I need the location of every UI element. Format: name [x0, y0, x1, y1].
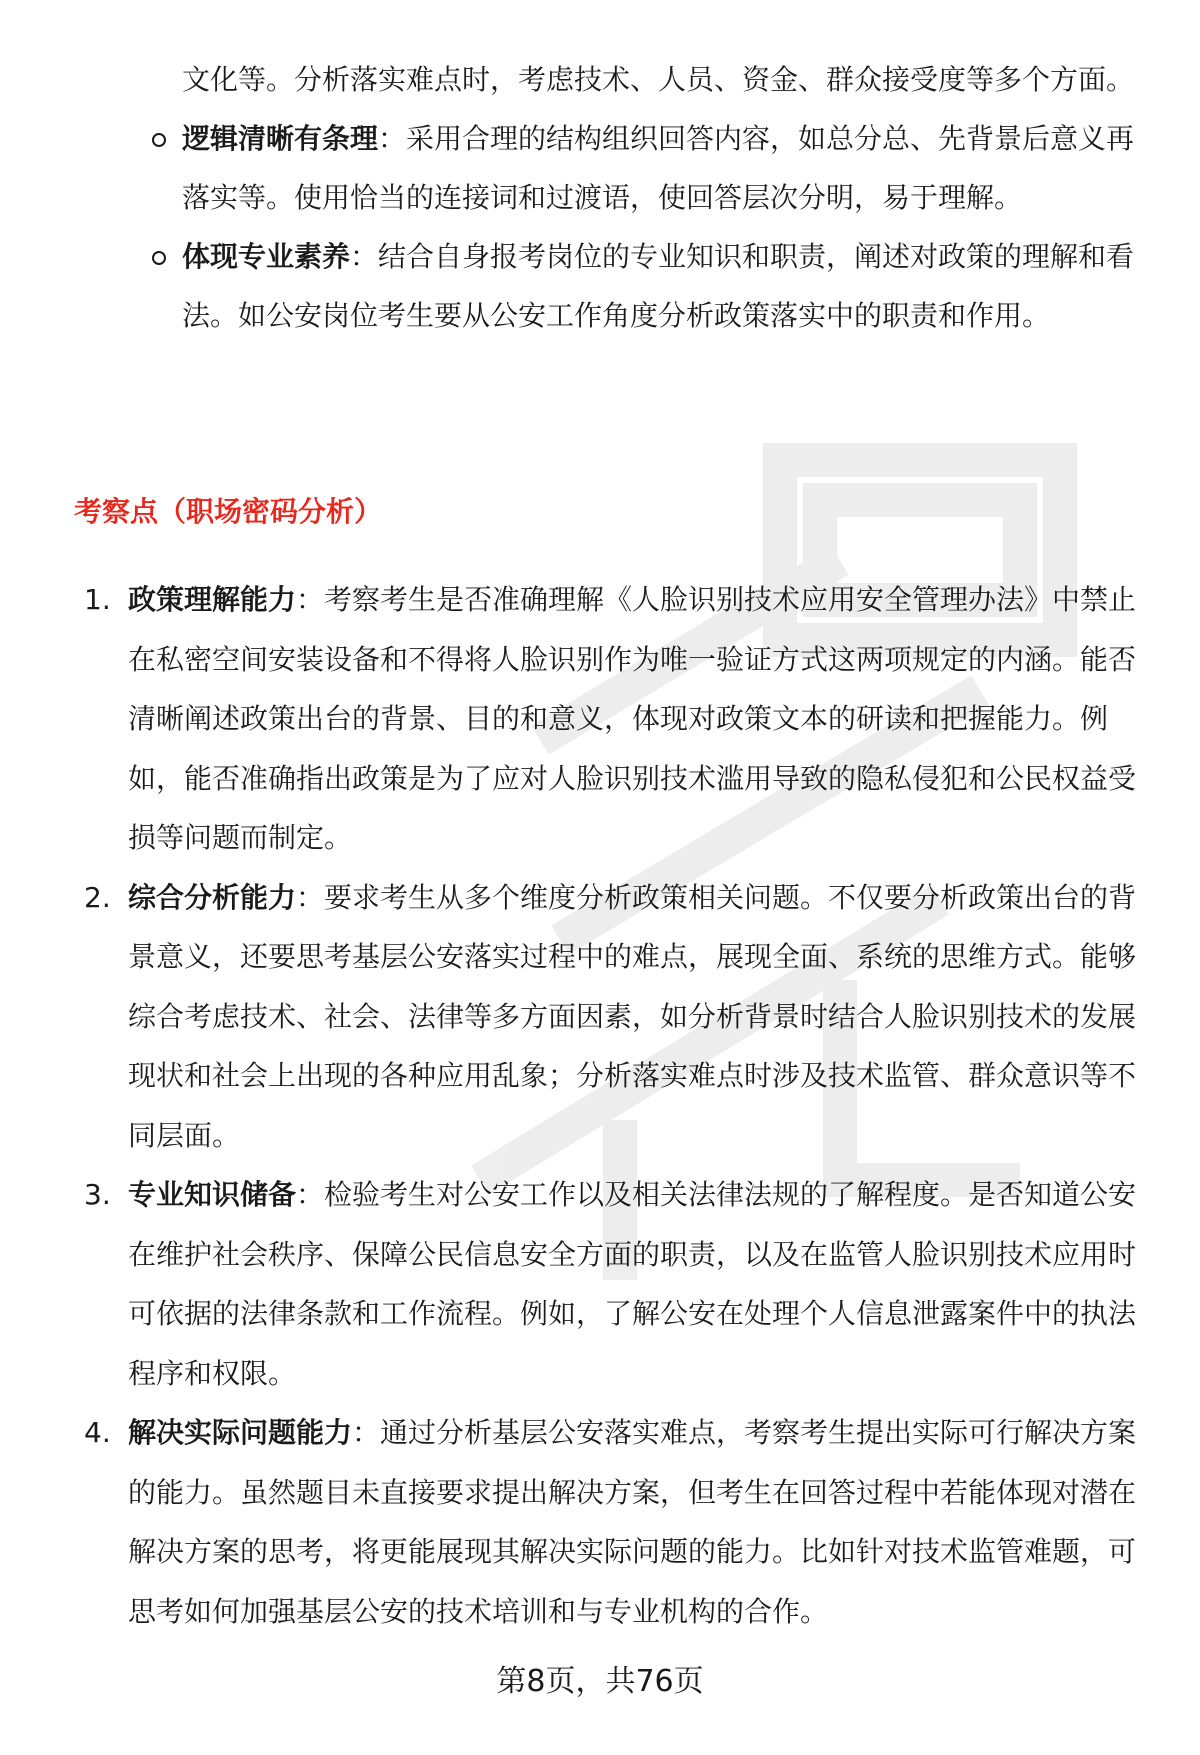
section-title: 考察点（职场密码分析） [74, 495, 383, 528]
sub-bullet-professional: 体现专业素养：结合自身报考岗位的专业知识和职责，阐述对政策的理解和看法。如公安岗位考生要从公安工作角度分析政策落实中的职责和作用。 [0, 227, 1200, 345]
assessment-point-2: 2. 综合分析能力：要求考生从多个维度分析政策相关问题。不仅要分析政策出台的背景意义，还要思考基层公安落实过程中的难点，展现全面、系统的思维方式。能够综合考虑技术、社会、法律等多方面因素，如分析背景时结合人脸识别技术的发展现状和社会上出现的各种应用乱象；分析落实难点时涉及技术监管、群众意识等不同层面。 [0, 868, 1200, 1166]
list-number: 2. [84, 880, 111, 914]
list-number: 4. [84, 1416, 111, 1449]
sub-bullet-logic: 逻辑清晰有条理：采用合理的结构组织回答内容，如总分总、先背景后意义再落实等。使用恰当的连接词和过渡语，使回答层次分明，易于理解。 [0, 109, 1200, 227]
page-number-footer: 第8页，共76页 [496, 1664, 704, 1699]
hollow-circle-bullet-icon [152, 251, 166, 265]
list-number: 1. [84, 583, 111, 616]
list-number: 3. [84, 1178, 111, 1211]
assessment-point-1: 1. 政策理解能力：考察考生是否准确理解《人脸识别技术应用安全管理办法》中禁止在私密空间安装设备和不得将人脸识别作为唯一验证方式这两项规定的内涵。能否清晰阐述政策出台的背景、目的和意义，体现对政策文本的研读和把握能力。例如，能否准确指出政策是为了应对人脸识别技术滥用导致的隐私侵犯和公民权益受损等问题而制定。 [0, 570, 1200, 868]
assessment-point-4: 4. 解决实际问题能力：通过分析基层公安落实难点，考察考生提出实际可行解决方案的能力。虽然题目未直接要求提出解决方案，但考生在回答过程中若能体现对潜在解决方案的思考，将更能展现其解决实际问题的能力。比如针对技术监管难题，可思考如何加强基层公安的技术培训和与专业机构的合作。 [0, 1403, 1200, 1641]
assessment-points-list [0, 570, 1200, 1641]
sub-bullet-continued: 文化等。分析落实难点时，考虑技术、人员、资金、群众接受度等多个方面。 [182, 63, 1135, 96]
assessment-point-3: 3. 专业知识储备：检验考生对公安工作以及相关法律法规的了解程度。是否知道公安在维护社会秩序、保障公民信息安全方面的职责，以及在监管人脸识别技术应用时可依据的法律条款和工作流程。例如，了解公安在处理个人信息泄露案件中的执法程序和权限。 [0, 1165, 1200, 1403]
sub-bullet-list [0, 50, 1200, 345]
hollow-circle-bullet-icon [152, 133, 166, 147]
